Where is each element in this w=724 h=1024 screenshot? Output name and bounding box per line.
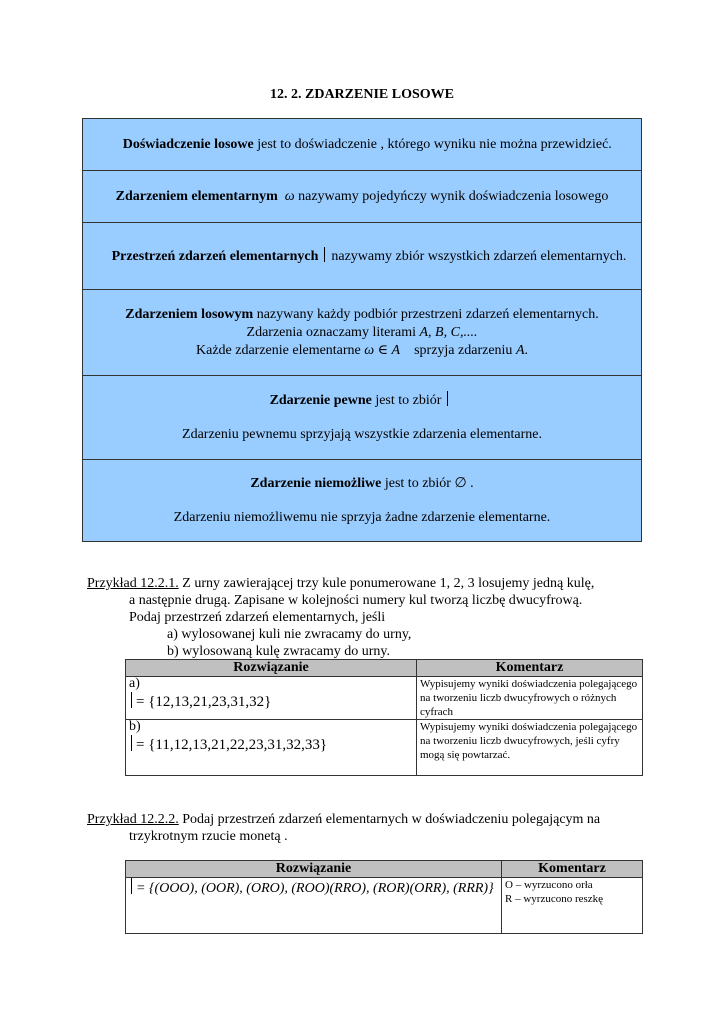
comment-line: R – wyrzucono reszkę — [505, 893, 604, 905]
term-bold: Zdarzeniem elementarnym — [115, 188, 278, 204]
omega-glyph-icon — [447, 391, 448, 406]
example-text: Podaj przestrzeń zdarzeń elementarnych w doświadczeniu polegającym na — [178, 812, 601, 827]
example-text: a) wylosowanej kuli nie zwracamy do urny, — [167, 627, 412, 642]
table-row — [126, 720, 643, 776]
definition-text: Każde zdarzenie elementarne — [196, 342, 365, 358]
solution-cell — [126, 878, 502, 934]
example-label: Przykład 12.2.1. — [87, 576, 179, 591]
definition-text: Zdarzenia oznaczamy literami — [246, 324, 420, 340]
definition-row — [83, 119, 642, 171]
definition-random-event — [83, 290, 642, 376]
section-title: 12. 2. ZDARZENIE LOSOWE — [270, 87, 454, 102]
solution-cell — [126, 677, 417, 720]
definition-text: nazywamy zbiór wszystkich zdarzeń elementarnych. — [331, 248, 627, 264]
comment-cell: Wypisujemy wyniki doświadczenia polegającego na tworzeniu liczb dwucyfrowych o różnych cyfrach — [417, 677, 643, 720]
omega-glyph-icon — [131, 692, 132, 708]
term-bold: Zdarzenie niemożliwe — [250, 475, 382, 491]
definition-text: jest to zbiór — [371, 393, 442, 408]
sample-space-set: = {12,13,21,23,31,32} — [136, 694, 272, 710]
definition-row — [83, 376, 642, 460]
definition-text: nazywamy pojedyńczy wynik doświadczenia losowego — [298, 188, 609, 204]
period: . — [524, 342, 528, 358]
example-text: trzykrotnym rzucie monetą . — [129, 829, 288, 844]
definitions-table — [82, 118, 642, 542]
comment-header: Komentarz — [417, 660, 643, 677]
omega-glyph-icon — [131, 735, 132, 751]
example-text: Podaj przestrzeń zdarzeń elementarnych, jeśli — [129, 610, 386, 625]
definition-row — [83, 290, 642, 376]
solution-header: Rozwiązanie — [126, 660, 417, 677]
omega-glyph-icon — [131, 878, 132, 894]
omega-glyph-icon — [324, 247, 325, 262]
definition-row — [83, 223, 642, 290]
example-label: Przykład 12.2.2. — [87, 812, 179, 827]
definition-text: jest to zbiór ∅ . — [381, 475, 474, 491]
term-bold: Zdarzeniem losowym — [125, 306, 254, 322]
table-row — [126, 878, 643, 934]
comment-cell — [502, 878, 643, 934]
term-bold: Przestrzeń zdarzeń elementarnych — [111, 248, 319, 264]
solution-header: Rozwiązanie — [126, 861, 502, 878]
definition-impossible-event — [83, 460, 642, 542]
solution-cell — [126, 720, 417, 776]
table-row — [126, 677, 643, 720]
definition-text: Zdarzeniu niemożliwemu nie sprzyja żadne zdarzenie elementarne. — [173, 509, 551, 525]
definition-text: nazywany każdy podbiór przestrzeni zdarzeń elementarnych. — [253, 306, 599, 322]
definition-sample-space — [83, 223, 642, 290]
sample-space-set: = {(OOO), (OOR), (ORO), (ROO)(RRO), (ROR)(ORR), (RRR)} — [136, 881, 494, 896]
comment-line: O – wyrzucono orła — [505, 879, 593, 891]
definition-row — [83, 171, 642, 223]
example-text: a następnie drugą. Zapisane w kolejności numery kul tworzą liczbę dwucyfrową. — [129, 593, 583, 608]
row-label: a) — [129, 676, 140, 691]
definition-random-experiment — [83, 119, 642, 171]
example-2 — [87, 811, 647, 845]
definition-text: Zdarzeniu pewnemu sprzyjają wszystkie zdarzenia elementarne. — [182, 427, 542, 442]
omega-symbol: ω — [284, 188, 295, 204]
definition-text: sprzyja zdarzeniu — [400, 342, 516, 358]
letter-a: A — [515, 342, 525, 358]
row-label: b) — [129, 719, 141, 734]
example-text: b) wylosowaną kulę zwracamy do urny. — [167, 644, 391, 659]
term-bold: Zdarzenie pewne — [269, 393, 372, 408]
definition-text: jest to doświadczenie , którego wyniku nie można przewidzieć. — [253, 136, 612, 152]
example-1-solution-table — [125, 659, 643, 776]
comment-cell: Wypisujemy wyniki doświadczenia polegającego na tworzeniu liczb dwucyfrowych, jeśli cyfry mogą się powtarzać. — [417, 720, 643, 776]
omega-in-a-symbol: ω ∈ A — [364, 342, 401, 358]
example-2-solution-table — [125, 860, 643, 934]
sample-space-set: = {11,12,13,21,22,23,31,32,33} — [136, 737, 328, 753]
example-text: Z urny zawierającej trzy kule ponumerowane 1, 2, 3 losujemy jedną kulę, — [178, 576, 595, 591]
letters-italic: A, B, C,.... — [419, 324, 478, 340]
definition-row — [83, 460, 642, 542]
definition-certain-event — [83, 376, 642, 460]
term-bold: Doświadczenie losowe — [122, 136, 254, 152]
comment-header: Komentarz — [502, 861, 643, 878]
example-1 — [87, 575, 647, 660]
definition-elementary-event — [83, 171, 642, 223]
